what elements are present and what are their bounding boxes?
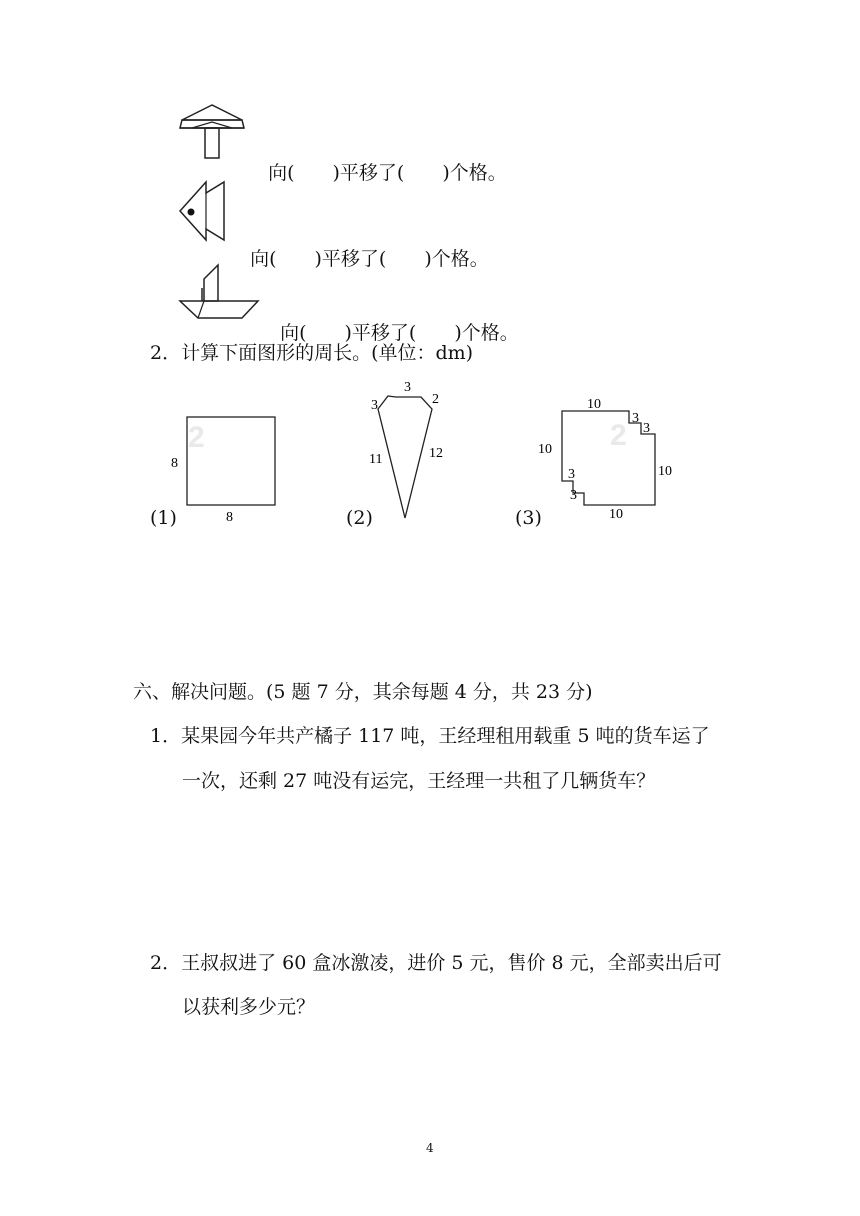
fig3-left: 10 (538, 442, 552, 457)
problem-1-line-1: 1．某果园今年共产橘子 117 吨，王经理租用载重 5 吨的货车运了 (150, 725, 710, 747)
fig2-right: 12 (429, 446, 443, 461)
fig3-notch-vertical: 3 (568, 467, 575, 482)
figure-3-notched-shape (530, 390, 690, 525)
problem-1-line-2: 一次，还剩 27 吨没有运完，王经理一共租了几辆货车？ (182, 770, 656, 792)
fig3-step-right: 3 (643, 421, 650, 436)
direction-prompt: 向( (250, 248, 277, 270)
unit-text: )个格。 (442, 162, 507, 184)
page-number: 4 (426, 1141, 434, 1155)
translation-item-3 (268, 305, 519, 343)
distance-prompt: )平移了( (332, 162, 405, 184)
unit-text: )个格。 (454, 322, 519, 344)
svg-text:2: 2 (188, 421, 205, 454)
fig3-right: 10 (658, 464, 672, 479)
fig1-side-left: 8 (171, 456, 178, 471)
distance-prompt: )平移了( (344, 322, 417, 344)
q2-title: 2．计算下面图形的周长。(单位：dm) (150, 342, 474, 364)
fig3-top: 10 (587, 397, 601, 412)
unit-text: )个格。 (424, 248, 489, 270)
svg-text:2: 2 (610, 419, 627, 452)
fig2-upper-left: 3 (371, 398, 378, 413)
problem-2-line-1: 2．王叔叔进了 60 盒冰激凌，进价 5 元，售价 8 元，全部卖出后可 (150, 952, 722, 974)
section6-heading: 六、解决问题。(5 题 7 分，其余每题 4 分，共 23 分) (133, 681, 593, 703)
figure-2-kite (360, 375, 460, 525)
translation-item-1 (256, 145, 507, 183)
fig2-top: 3 (404, 380, 411, 395)
mushroom-shape-icon (178, 103, 248, 161)
sailboat-shape-icon (178, 263, 262, 321)
fig2-label: (2) (346, 507, 373, 529)
translation-item-2 (238, 231, 489, 269)
direction-prompt: 向( (280, 322, 307, 344)
distance-prompt: )平移了( (314, 248, 387, 270)
fig1-side-bottom: 8 (226, 510, 233, 525)
fig2-left: 11 (369, 452, 383, 467)
fig3-notch-horizontal: 3 (570, 488, 577, 503)
problem-2-line-2: 以获利多少元？ (182, 996, 316, 1018)
fig2-upper-right: 2 (432, 392, 439, 407)
fig1-label: (1) (150, 507, 177, 529)
fig3-label: (3) (515, 507, 542, 529)
direction-prompt: 向( (268, 162, 295, 184)
fish-shape-icon (178, 180, 230, 244)
fig3-step-top: 3 (632, 411, 639, 426)
fig3-bottom: 10 (609, 507, 623, 522)
